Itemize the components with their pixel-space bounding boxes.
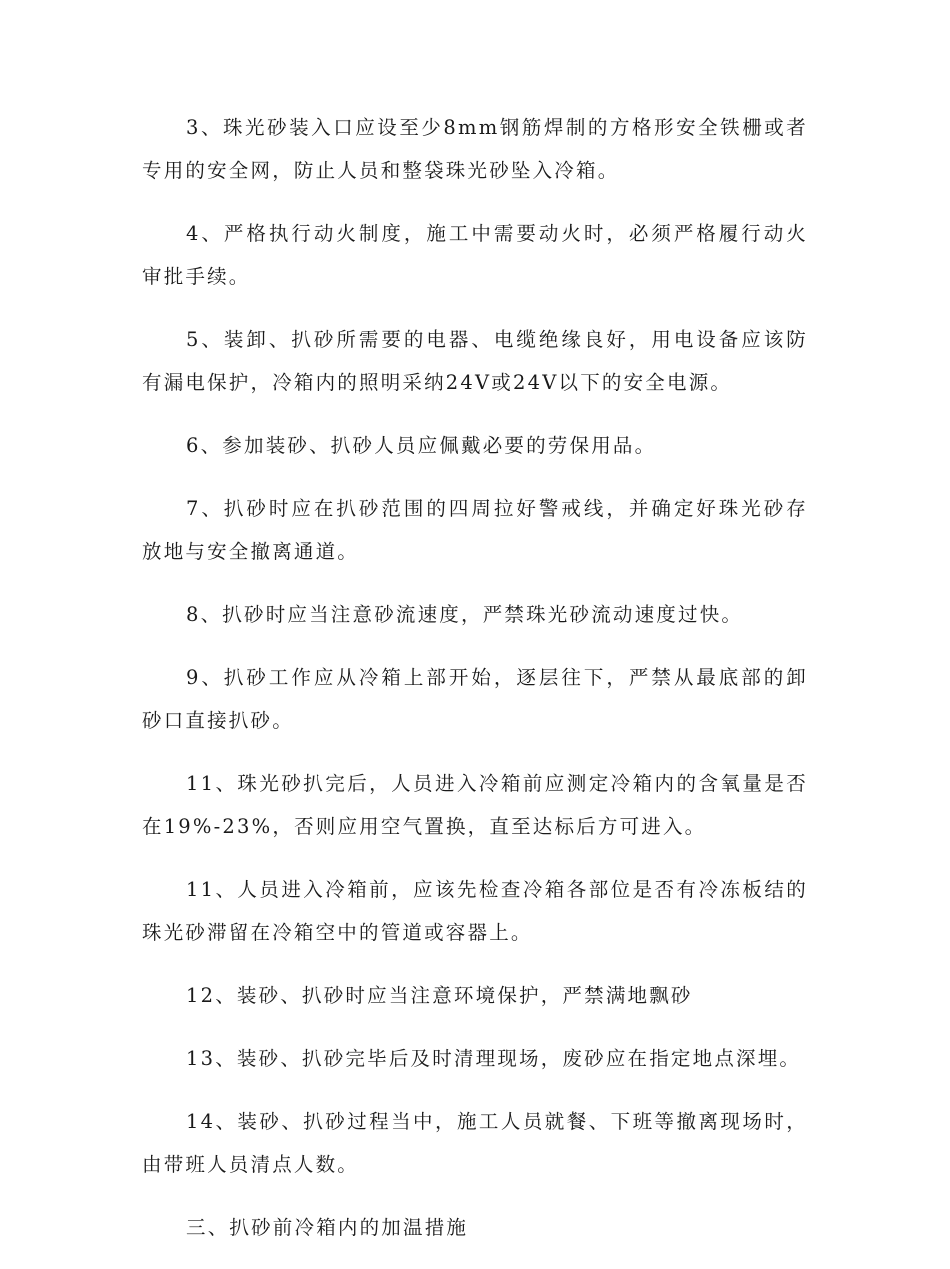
paragraph-item-14: 14、装砂、扒砂过程当中，施工人员就餐、下班等撤离现场时，由带班人员清点人数。 — [142, 1110, 808, 1176]
paragraph-item-11a: 11、珠光砂扒完后，人员进入冷箱前应测定冷箱内的含氧量是否在19%-23%，否则应用空气置换，直至达标后方可进入。 — [142, 772, 808, 838]
paragraph-item-7: 7、扒砂时应在扒砂范围的四周拉好警戒线，并确定好珠光砂存放地与安全撤离通道。 — [142, 497, 808, 563]
paragraph-item-12: 12、装砂、扒砂时应当注意环境保护，严禁满地飘砂 — [186, 984, 693, 1007]
paragraph-item-13: 13、装砂、扒砂完毕后及时清理现场，废砂应在指定地点深埋。 — [186, 1047, 802, 1070]
document-body — [142, 106, 808, 1269]
paragraph-item-4: 4、严格执行动火制度，施工中需要动火时，必须严格履行动火审批手续。 — [142, 222, 808, 288]
paragraph-item-3: 3、珠光砂装入口应设至少8mm钢筋焊制的方格形安全铁栅或者专用的安全网，防止人员和整袋珠光砂坠入冷箱。 — [142, 116, 808, 182]
paragraph-item-5: 5、装卸、扒砂所需要的电器、电缆绝缘良好，用电设备应该防有漏电保护，冷箱内的照明采纳24V或24V以下的安全电源。 — [142, 328, 808, 394]
paragraph-item-6: 6、参加装砂、扒砂人员应佩戴必要的劳保用品。 — [186, 434, 657, 457]
paragraph-item-11b: 11、人员进入冷箱前，应该先检查冷箱各部位是否有冷冻板结的珠光砂滞留在冷箱空中的管道或容器上。 — [142, 878, 808, 944]
paragraph-item-8: 8、扒砂时应当注意砂流速度，严禁珠光砂流动速度过快。 — [186, 603, 744, 626]
paragraph-item-9: 9、扒砂工作应从冷箱上部开始，逐层往下，严禁从最底部的卸砂口直接扒砂。 — [142, 666, 808, 732]
section-heading: 三、扒砂前冷箱内的加温措施 — [186, 1216, 469, 1239]
